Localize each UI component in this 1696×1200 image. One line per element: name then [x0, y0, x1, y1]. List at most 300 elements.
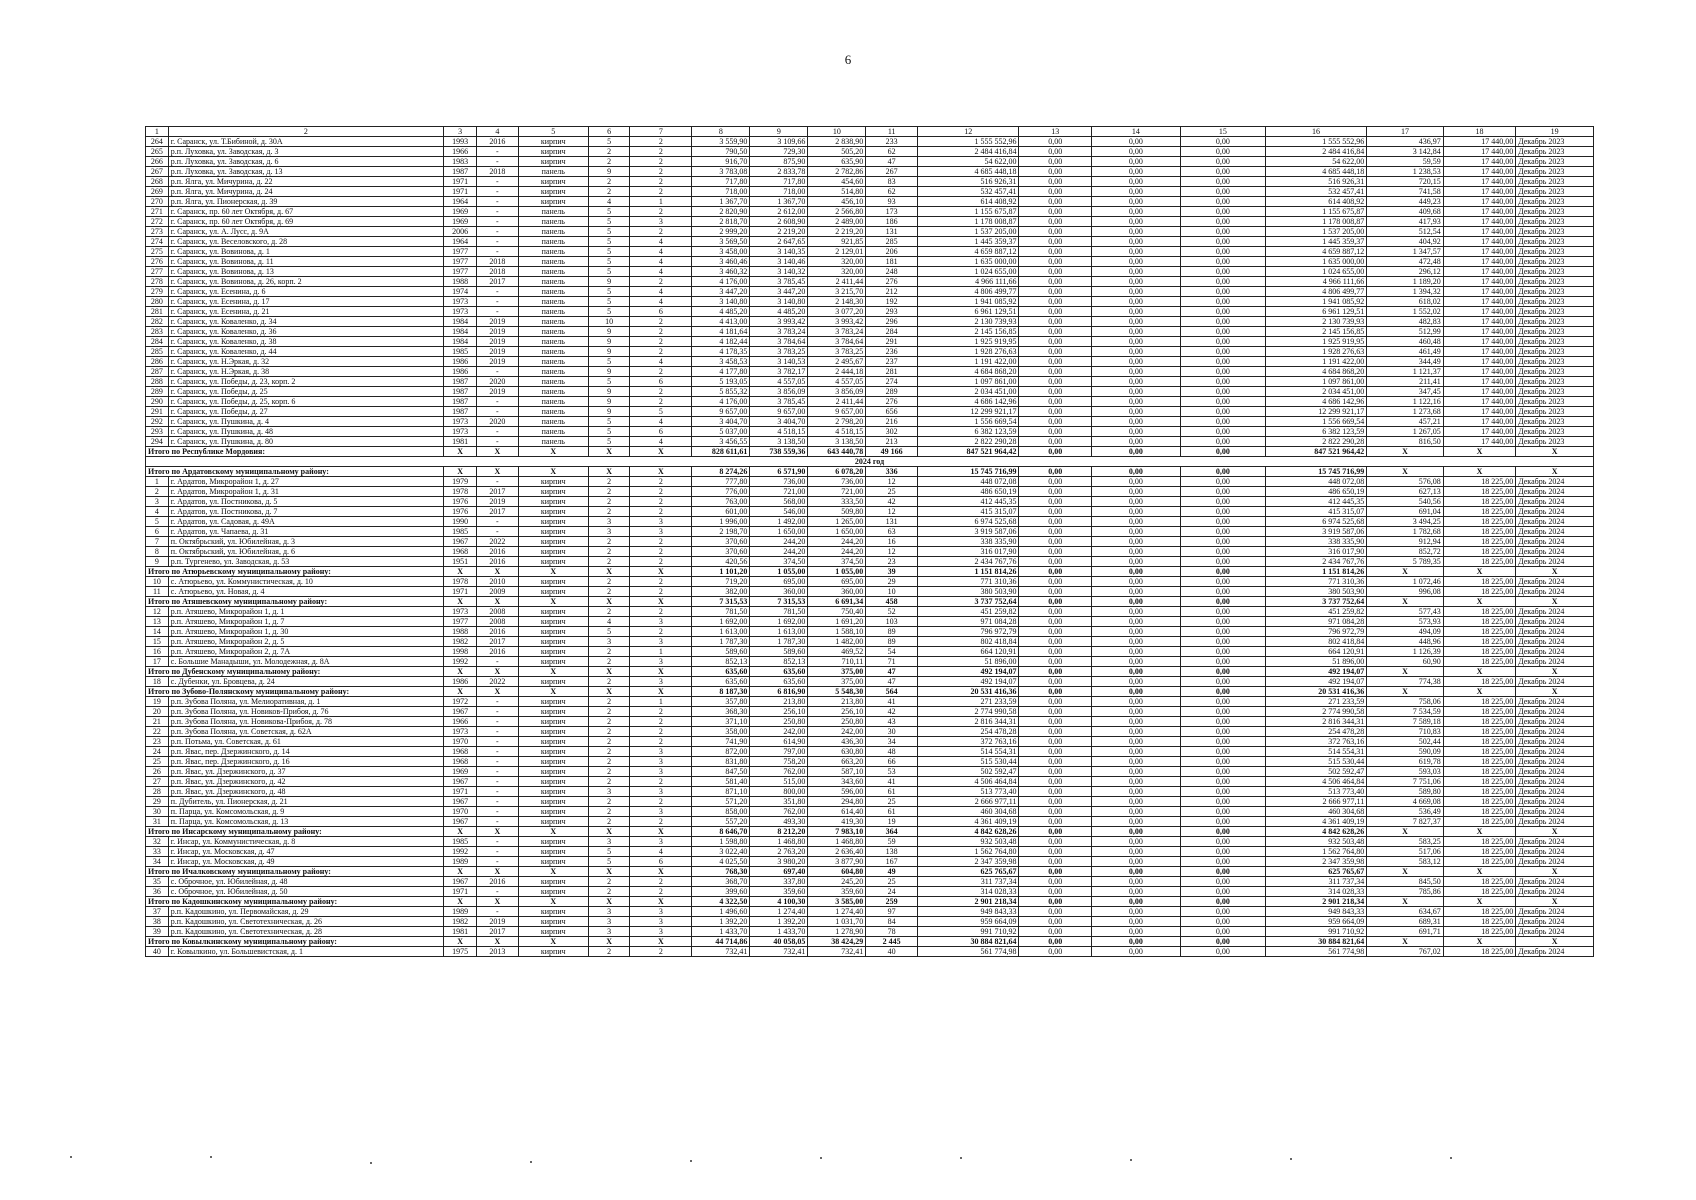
table-cell: 0,00: [1019, 177, 1091, 187]
total-cell: 364: [866, 827, 918, 837]
table-cell: 17 440,00: [1443, 147, 1515, 157]
table-cell: 40: [866, 947, 918, 957]
table-cell: 0,00: [1019, 677, 1091, 687]
table-cell: 4 806 499,77: [918, 287, 1019, 297]
table-cell: Декабрь 2023: [1516, 197, 1594, 207]
total-row: [146, 567, 1594, 577]
table-cell: 18 225,00: [1443, 617, 1515, 627]
table-cell: 0,00: [1091, 747, 1180, 757]
table-cell: Декабрь 2024: [1516, 577, 1594, 587]
table-cell: 1967: [444, 877, 477, 887]
table-cell: Декабрь 2024: [1516, 877, 1594, 887]
table-cell: кирпич: [518, 647, 588, 657]
table-cell: 4 413,00: [692, 317, 750, 327]
table-row: [146, 217, 1594, 227]
table-cell: 2: [588, 777, 629, 787]
total-cell: X: [477, 567, 518, 577]
table-cell: 776,00: [692, 487, 750, 497]
page-number: 6: [844, 52, 852, 67]
column-number: 2: [168, 127, 443, 137]
table-cell: 267: [146, 167, 169, 177]
total-cell: X: [1516, 937, 1594, 947]
table-cell: 536,49: [1367, 807, 1444, 817]
table-cell: 25: [146, 757, 169, 767]
table-cell: 273: [146, 227, 169, 237]
total-cell: 625 765,67: [1265, 867, 1366, 877]
table-cell: 22: [146, 727, 169, 737]
table-cell: 3: [588, 527, 629, 537]
total-cell: 1 151 814,26: [1265, 567, 1366, 577]
table-row: [146, 617, 1594, 627]
table-cell: 0,00: [1019, 837, 1091, 847]
table-cell: панель: [518, 267, 588, 277]
table-cell: 285: [866, 237, 918, 247]
table-cell: 2 034 451,00: [1265, 387, 1366, 397]
table-cell: 0,00: [1180, 437, 1265, 447]
table-cell: 0,00: [1180, 297, 1265, 307]
table-cell: 274: [866, 377, 918, 387]
table-cell: 1966: [444, 147, 477, 157]
table-cell: 2 347 359,98: [918, 857, 1019, 867]
table-cell: 601,00: [692, 507, 750, 517]
table-cell: 0,00: [1019, 737, 1091, 747]
table-cell: 32: [146, 837, 169, 847]
total-cell: 2 901 218,34: [1265, 897, 1366, 907]
table-cell: 1968: [444, 547, 477, 557]
table-cell: кирпич: [518, 927, 588, 937]
table-cell: 30: [866, 727, 918, 737]
table-cell: 710,83: [1367, 727, 1444, 737]
table-cell: 0,00: [1091, 487, 1180, 497]
table-cell: 2: [630, 387, 692, 397]
table-cell: 0,00: [1019, 507, 1091, 517]
table-cell: 3: [630, 527, 692, 537]
table-row: [146, 527, 1594, 537]
table-cell: 736,00: [808, 477, 866, 487]
table-cell: 18 225,00: [1443, 767, 1515, 777]
total-cell: 0,00: [1180, 937, 1265, 947]
table-cell: -: [477, 777, 518, 787]
table-cell: 292: [146, 417, 169, 427]
table-cell: 5: [588, 237, 629, 247]
table-cell: 635,60: [692, 677, 750, 687]
scan-speck: [1290, 1158, 1292, 1160]
table-cell: 314 028,33: [918, 887, 1019, 897]
table-cell: 771 310,36: [1265, 577, 1366, 587]
table-cell: 2: [630, 797, 692, 807]
table-row: [146, 557, 1594, 567]
table-cell: 2: [588, 747, 629, 757]
table-cell: 9: [588, 277, 629, 287]
table-cell: 419,30: [808, 817, 866, 827]
table-cell: 29: [866, 577, 918, 587]
table-cell: 0,00: [1180, 657, 1265, 667]
table-cell: 0,00: [1091, 707, 1180, 717]
table-cell: 0,00: [1091, 267, 1180, 277]
table-cell: 593,03: [1367, 767, 1444, 777]
table-cell: 0,00: [1180, 507, 1265, 517]
table-cell: 18 225,00: [1443, 537, 1515, 547]
table-cell: 1985: [444, 347, 477, 357]
table-cell: 618,02: [1367, 297, 1444, 307]
table-cell: 0,00: [1019, 657, 1091, 667]
table-cell: 0,00: [1019, 537, 1091, 547]
table-row: [146, 627, 1594, 637]
table-cell: панель: [518, 337, 588, 347]
table-cell: кирпич: [518, 637, 588, 647]
total-cell: X: [477, 897, 518, 907]
total-label: Итого по Кадошкинскому муниципальному району:: [146, 897, 444, 907]
table-row: [146, 477, 1594, 487]
table-cell: 0,00: [1091, 577, 1180, 587]
total-cell: 6 816,90: [750, 687, 808, 697]
table-cell: 0,00: [1180, 847, 1265, 857]
table-cell: 1 433,70: [750, 927, 808, 937]
table-cell: 4 557,05: [808, 377, 866, 387]
table-cell: 213,80: [808, 697, 866, 707]
table-cell: 0,00: [1180, 677, 1265, 687]
table-cell: 4 485,20: [692, 307, 750, 317]
table-cell: 248: [866, 267, 918, 277]
table-cell: 557,20: [692, 817, 750, 827]
table-cell: 1 613,00: [750, 627, 808, 637]
table-cell: 17 440,00: [1443, 287, 1515, 297]
table-cell: 0,00: [1019, 547, 1091, 557]
table-cell: 3 559,90: [692, 137, 750, 147]
table-cell: Декабрь 2023: [1516, 257, 1594, 267]
table-cell: 2: [588, 507, 629, 517]
table-cell: Декабрь 2023: [1516, 217, 1594, 227]
table-cell: 0,00: [1019, 627, 1091, 637]
table-row: [146, 147, 1594, 157]
table-cell: 269: [146, 187, 169, 197]
table-cell: 858,00: [692, 807, 750, 817]
table-cell: 2019: [477, 357, 518, 367]
table-cell: 0,00: [1019, 517, 1091, 527]
table-cell: Декабрь 2023: [1516, 147, 1594, 157]
total-cell: X: [588, 897, 629, 907]
table-cell: 42: [866, 707, 918, 717]
table-cell: 285: [146, 347, 169, 357]
table-cell: 0,00: [1180, 577, 1265, 587]
table-cell: 2016: [477, 547, 518, 557]
table-cell: -: [477, 787, 518, 797]
table-cell: 3 109,66: [750, 137, 808, 147]
table-cell: Декабрь 2024: [1516, 587, 1594, 597]
table-cell: 2: [630, 157, 692, 167]
table-cell: 276: [866, 397, 918, 407]
table-cell: 2 647,65: [750, 237, 808, 247]
table-cell: Декабрь 2024: [1516, 737, 1594, 747]
table-cell: 1 097 861,00: [918, 377, 1019, 387]
table-cell: с. Атюрьево, ул. Новая, д. 4: [168, 587, 443, 597]
table-cell: 0,00: [1180, 517, 1265, 527]
total-cell: X: [518, 467, 588, 477]
table-cell: 0,00: [1091, 727, 1180, 737]
table-cell: 2: [630, 587, 692, 597]
table-cell: 270: [146, 197, 169, 207]
total-cell: 336: [866, 467, 918, 477]
table-row: [146, 907, 1594, 917]
table-cell: Декабрь 2023: [1516, 167, 1594, 177]
table-cell: 0,00: [1091, 157, 1180, 167]
table-cell: 62: [866, 147, 918, 157]
table-cell: 845,50: [1367, 877, 1444, 887]
table-cell: 796 972,79: [918, 627, 1019, 637]
table-row: [146, 697, 1594, 707]
table-cell: 380 503,90: [918, 587, 1019, 597]
total-cell: 0,00: [1091, 937, 1180, 947]
table-cell: 33: [146, 847, 169, 857]
table-row: [146, 337, 1594, 347]
table-cell: 0,00: [1019, 347, 1091, 357]
table-row: [146, 247, 1594, 257]
table-cell: 17 440,00: [1443, 177, 1515, 187]
table-cell: панель: [518, 387, 588, 397]
table-cell: 0,00: [1019, 477, 1091, 487]
table-cell: 4: [630, 237, 692, 247]
table-cell: 460 304,68: [1265, 807, 1366, 817]
table-cell: 800,00: [750, 787, 808, 797]
total-cell: 20 531 416,36: [918, 687, 1019, 697]
table-cell: 18 225,00: [1443, 777, 1515, 787]
total-cell: 0,00: [1019, 827, 1091, 837]
table-cell: 1 496,60: [692, 907, 750, 917]
table-cell: 5: [588, 307, 629, 317]
total-cell: X: [630, 597, 692, 607]
total-cell: 492 194,07: [918, 667, 1019, 677]
table-cell: панель: [518, 247, 588, 257]
table-cell: 3 077,20: [808, 307, 866, 317]
table-cell: 34: [146, 857, 169, 867]
table-cell: 2 434 767,76: [918, 557, 1019, 567]
table-cell: 2: [588, 737, 629, 747]
table-cell: 2: [630, 887, 692, 897]
table-cell: 18 225,00: [1443, 497, 1515, 507]
table-cell: 274: [146, 237, 169, 247]
total-cell: X: [1443, 867, 1515, 877]
table-cell: 24: [866, 887, 918, 897]
table-cell: 916,70: [692, 157, 750, 167]
table-cell: 2019: [477, 917, 518, 927]
table-cell: 0,00: [1091, 547, 1180, 557]
table-cell: 2: [630, 557, 692, 567]
table-cell: 2 818,70: [692, 217, 750, 227]
table-cell: 2 347 359,98: [1265, 857, 1366, 867]
table-cell: 5: [588, 847, 629, 857]
table-cell: 399,60: [692, 887, 750, 897]
table-row: [146, 577, 1594, 587]
table-cell: 0,00: [1019, 417, 1091, 427]
table-cell: 1 191 422,00: [918, 357, 1019, 367]
table-cell: 1 274,40: [750, 907, 808, 917]
table-cell: 1969: [444, 207, 477, 217]
table-cell: панель: [518, 357, 588, 367]
table-cell: 750,40: [808, 607, 866, 617]
table-cell: 254 478,28: [1265, 727, 1366, 737]
scan-speck: [1130, 1159, 1132, 1161]
table-row: [146, 297, 1594, 307]
table-cell: 0,00: [1180, 427, 1265, 437]
total-cell: 2 445: [866, 937, 918, 947]
table-cell: 0,00: [1019, 187, 1091, 197]
table-cell: 71: [866, 657, 918, 667]
table-cell: 991 710,92: [1265, 927, 1366, 937]
table-cell: Декабрь 2023: [1516, 277, 1594, 287]
table-cell: г. Саранск, ул. Есенина, д. 17: [168, 297, 443, 307]
table-cell: г. Саранск, ул. Победы, д. 25: [168, 387, 443, 397]
table-cell: 289: [866, 387, 918, 397]
table-row: [146, 357, 1594, 367]
table-cell: 2: [630, 547, 692, 557]
table-cell: 10: [146, 577, 169, 587]
table-cell: 9: [588, 337, 629, 347]
table-cell: 0,00: [1019, 267, 1091, 277]
table-cell: 587,10: [808, 767, 866, 777]
table-row: [146, 757, 1594, 767]
table-cell: 1989: [444, 857, 477, 867]
table-row: [146, 767, 1594, 777]
table-cell: 5: [588, 207, 629, 217]
table-cell: 0,00: [1019, 707, 1091, 717]
table-cell: р.п. Кадошкино, ул. Первомайская, д. 29: [168, 907, 443, 917]
table-cell: 1971: [444, 587, 477, 597]
table-cell: 0,00: [1091, 497, 1180, 507]
table-cell: 448,96: [1367, 637, 1444, 647]
table-cell: 286: [146, 357, 169, 367]
table-cell: 372 763,16: [918, 737, 1019, 747]
table-cell: 3: [588, 517, 629, 527]
table-cell: 1986: [444, 357, 477, 367]
total-cell: X: [444, 867, 477, 877]
table-cell: 2: [630, 487, 692, 497]
table-cell: 3 458,53: [692, 357, 750, 367]
table-cell: 532 457,41: [918, 187, 1019, 197]
total-cell: 8 274,26: [692, 467, 750, 477]
table-cell: г. Саранск, ул. А. Лусс, д. 9А: [168, 227, 443, 237]
table-cell: 1 537 205,00: [918, 227, 1019, 237]
table-cell: 852,13: [692, 657, 750, 667]
table-cell: 4 178,35: [692, 347, 750, 357]
table-cell: 1 691,20: [808, 617, 866, 627]
table-cell: 294,80: [808, 797, 866, 807]
table-cell: -: [477, 857, 518, 867]
table-cell: 0,00: [1180, 497, 1265, 507]
table-cell: 2 822 290,28: [918, 437, 1019, 447]
table-cell: 1 072,46: [1367, 577, 1444, 587]
table-cell: 6 974 525,68: [918, 517, 1019, 527]
table-cell: 0,00: [1180, 357, 1265, 367]
table-cell: кирпич: [518, 607, 588, 617]
table-cell: 2 484 416,84: [1265, 147, 1366, 157]
table-cell: 6: [630, 857, 692, 867]
table-cell: 2020: [477, 377, 518, 387]
table-row: [146, 787, 1594, 797]
table-cell: 2: [630, 187, 692, 197]
table-cell: 2: [588, 727, 629, 737]
table-cell: 3 140,35: [750, 247, 808, 257]
table-cell: г. Саранск, ул. Коваленко, д. 34: [168, 317, 443, 327]
table-cell: 451 259,82: [1265, 607, 1366, 617]
table-cell: 996,08: [1367, 587, 1444, 597]
table-cell: -: [477, 147, 518, 157]
table-cell: 540,56: [1367, 497, 1444, 507]
table-cell: Декабрь 2023: [1516, 327, 1594, 337]
table-cell: 0,00: [1180, 927, 1265, 937]
table-cell: 2: [588, 177, 629, 187]
table-cell: 0,00: [1091, 227, 1180, 237]
table-cell: 1 925 919,95: [1265, 337, 1366, 347]
table-cell: 3: [630, 807, 692, 817]
table-cell: 374,50: [750, 557, 808, 567]
table-cell: -: [477, 907, 518, 917]
total-cell: X: [518, 447, 588, 457]
table-cell: с. Оброчное, ул. Юбилейная, д. 50: [168, 887, 443, 897]
table-cell: 2017: [477, 637, 518, 647]
table-cell: 47: [866, 677, 918, 687]
table-cell: 18 225,00: [1443, 837, 1515, 847]
table-cell: 875,90: [750, 157, 808, 167]
table-cell: -: [477, 157, 518, 167]
table-cell: 0,00: [1019, 367, 1091, 377]
table-cell: 1970: [444, 807, 477, 817]
table-cell: 6: [630, 377, 692, 387]
table-cell: 2: [588, 717, 629, 727]
total-cell: X: [1516, 597, 1594, 607]
table-cell: 0,00: [1180, 727, 1265, 737]
table-cell: 0,00: [1091, 857, 1180, 867]
table-cell: 1998: [444, 647, 477, 657]
table-cell: 18 225,00: [1443, 627, 1515, 637]
table-cell: 54 622,00: [918, 157, 1019, 167]
table-cell: 280: [146, 297, 169, 307]
table-cell: 2022: [477, 537, 518, 547]
table-cell: 2 666 977,11: [1265, 797, 1366, 807]
total-cell: X: [1443, 467, 1515, 477]
table-cell: 932 503,48: [1265, 837, 1366, 847]
total-cell: 0,00: [1019, 567, 1091, 577]
table-cell: кирпич: [518, 657, 588, 667]
table-cell: 596,00: [808, 787, 866, 797]
table-cell: 4 361 409,19: [1265, 817, 1366, 827]
table-cell: 0,00: [1091, 797, 1180, 807]
table-cell: 1 598,80: [692, 837, 750, 847]
table-cell: 2 411,44: [808, 397, 866, 407]
table-cell: 1 097 861,00: [1265, 377, 1366, 387]
table-row: [146, 727, 1594, 737]
table-cell: 4 506 464,84: [1265, 777, 1366, 787]
table-cell: 451 259,82: [918, 607, 1019, 617]
total-row: [146, 687, 1594, 697]
table-row: [146, 637, 1594, 647]
total-cell: 0,00: [1180, 667, 1265, 677]
table-row: [146, 927, 1594, 937]
table-cell: 719,20: [692, 577, 750, 587]
table-cell: 2 763,20: [750, 847, 808, 857]
table-cell: 271: [146, 207, 169, 217]
table-cell: 3: [630, 907, 692, 917]
table-cell: 0,00: [1180, 527, 1265, 537]
table-cell: 502 592,47: [1265, 767, 1366, 777]
table-cell: с. Большие Манадыши, ул. Молодежная, д. 8А: [168, 657, 443, 667]
table-cell: 131: [866, 517, 918, 527]
table-cell: г. Саранск, ул. Веселовского, д. 28: [168, 237, 443, 247]
table-cell: 53: [866, 767, 918, 777]
table-cell: -: [477, 197, 518, 207]
table-cell: 2008: [477, 617, 518, 627]
table-cell: 0,00: [1019, 917, 1091, 927]
table-cell: Декабрь 2024: [1516, 717, 1594, 727]
